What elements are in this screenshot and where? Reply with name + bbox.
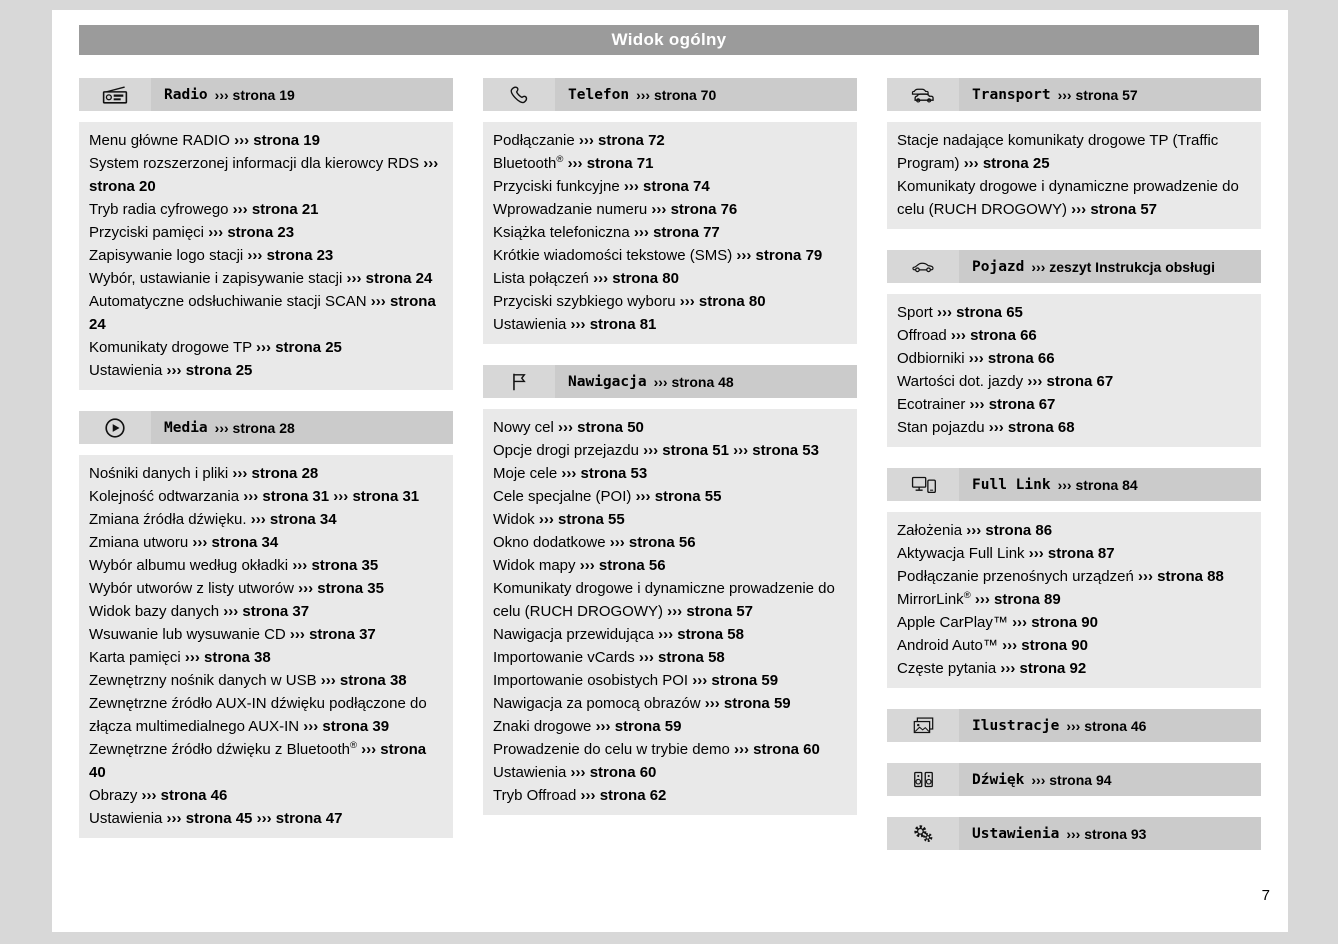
toc-item bbox=[897, 588, 1253, 611]
section-nawigacja bbox=[483, 365, 857, 815]
toc-item bbox=[89, 577, 445, 600]
page-ref[interactable]: ››› strona 60 bbox=[733, 741, 820, 758]
page-ref[interactable]: ››› strona 57 bbox=[1071, 201, 1158, 218]
toc-item bbox=[89, 336, 445, 359]
toc-item bbox=[493, 554, 849, 577]
item-text: Częste pytania bbox=[897, 660, 1001, 677]
item-text: Kolejność odtwarzania bbox=[89, 488, 244, 505]
section-title-group bbox=[151, 411, 295, 444]
toc-item bbox=[493, 692, 849, 715]
flag-icon bbox=[483, 365, 555, 398]
page-ref[interactable]: ››› strona 25 bbox=[256, 339, 342, 356]
page-ref[interactable]: ››› strona 56 bbox=[579, 557, 666, 574]
page-ref[interactable]: ››› strona 46 bbox=[141, 787, 228, 804]
page-ref[interactable]: ››› strona 28 bbox=[232, 465, 319, 482]
page-number: 7 bbox=[1261, 887, 1270, 904]
page-ref[interactable]: ››› strona 35 bbox=[298, 580, 384, 597]
item-text: Obrazy bbox=[89, 787, 142, 804]
item-text: Importowanie vCards bbox=[493, 649, 639, 666]
item-text: Nawigacja za pomocą obrazów bbox=[493, 695, 705, 712]
section-title: Full Link bbox=[972, 476, 1051, 493]
toc-item bbox=[493, 784, 849, 807]
item-text: Menu główne RADIO bbox=[89, 132, 235, 149]
section-title: Media bbox=[164, 419, 208, 436]
page-ref[interactable]: ››› strona 79 bbox=[736, 247, 823, 264]
page-ref[interactable]: ››› strona 89 bbox=[974, 591, 1061, 608]
section-header-pojazd bbox=[887, 250, 1261, 283]
toc-item bbox=[897, 519, 1253, 542]
toc-item bbox=[89, 462, 445, 485]
item-text: Książka telefoniczna bbox=[493, 224, 634, 241]
item-text: Cele specjalne (POI) bbox=[493, 488, 636, 505]
item-text: Komunikaty drogowe i dynamiczne prowadzenie do celu (RUCH DROGOWY) bbox=[493, 580, 835, 620]
toc-item bbox=[89, 784, 445, 807]
item-text: Podłączanie bbox=[493, 132, 579, 149]
toc-item bbox=[897, 175, 1253, 221]
page-ref[interactable]: ››› strona 24 bbox=[89, 293, 436, 333]
toc-item bbox=[89, 669, 445, 692]
page-ref[interactable]: ››› strona 19 bbox=[234, 132, 320, 149]
page-ref[interactable]: ››› strona 20 bbox=[89, 155, 439, 195]
page-ref[interactable]: ››› strona 50 bbox=[558, 419, 644, 436]
item-text: Stacje nadające komunikaty drogowe TP (Traffic Program) bbox=[897, 132, 1219, 172]
toc-item bbox=[897, 324, 1253, 347]
page-ref[interactable]: ››› strona 34 bbox=[250, 511, 337, 528]
item-text: Wsuwanie lub wysuwanie CD bbox=[89, 626, 290, 643]
item-text: Odbiorniki bbox=[897, 350, 969, 367]
images-icon bbox=[887, 709, 959, 742]
section-page-ref[interactable]: ››› strona 46 bbox=[1066, 717, 1147, 734]
toc-item bbox=[897, 129, 1253, 175]
page-ref[interactable]: ››› strona 80 bbox=[593, 270, 679, 287]
page-ref[interactable]: ››› strona 81 bbox=[570, 316, 657, 333]
section-page-ref[interactable]: ››› strona 84 bbox=[1057, 476, 1138, 493]
item-text: Zmiana utworu bbox=[89, 534, 193, 551]
section-media bbox=[79, 411, 453, 838]
page-ref[interactable]: ››› strona 40 bbox=[89, 741, 427, 781]
item-text: Widok mapy bbox=[493, 557, 580, 574]
item-text: Zewnętrzny nośnik danych w USB bbox=[89, 672, 321, 689]
section-title-group bbox=[959, 78, 1138, 111]
page-ref[interactable]: ››› strona 45 bbox=[166, 810, 253, 827]
item-text: Zapisywanie logo stacji bbox=[89, 247, 248, 264]
section-header-transport bbox=[887, 78, 1261, 111]
section-title-group bbox=[959, 468, 1138, 501]
section-header-ilustracje bbox=[887, 709, 1261, 742]
section-items-pojazd bbox=[887, 294, 1261, 447]
toc-item bbox=[897, 347, 1253, 370]
gears-icon bbox=[887, 817, 959, 850]
page-ref[interactable]: ››› strona 39 bbox=[303, 718, 390, 735]
section-telefon bbox=[483, 78, 857, 344]
item-text: Prowadzenie do celu w trybie demo bbox=[493, 741, 734, 758]
toc-item bbox=[89, 554, 445, 577]
section-title: Dźwięk bbox=[972, 771, 1025, 788]
section-header-telefon bbox=[483, 78, 857, 111]
page-ref[interactable]: ››› strona 90 bbox=[1002, 637, 1088, 654]
item-text: Nawigacja przewidująca bbox=[493, 626, 659, 643]
toc-item bbox=[493, 646, 849, 669]
toc-item bbox=[493, 244, 849, 267]
item-text: Ustawienia bbox=[493, 764, 571, 781]
page-ref[interactable]: ››› strona 38 bbox=[184, 649, 271, 666]
toc-item bbox=[493, 129, 849, 152]
item-text: Ustawienia bbox=[89, 362, 167, 379]
page-ref[interactable]: ››› strona 90 bbox=[1012, 614, 1098, 631]
page-ref[interactable]: ››› strona 25 bbox=[963, 155, 1050, 172]
superscript-symbol: ® bbox=[349, 740, 357, 751]
toc-item bbox=[493, 198, 849, 221]
page-ref[interactable]: ››› strona 38 bbox=[320, 672, 407, 689]
item-text: Przyciski pamięci bbox=[89, 224, 209, 241]
toc-item bbox=[89, 359, 445, 382]
toc-item bbox=[89, 129, 445, 152]
toc-item bbox=[89, 198, 445, 221]
section-items-transport bbox=[887, 122, 1261, 229]
item-text: Widok bazy danych bbox=[89, 603, 224, 620]
toc-item bbox=[89, 485, 445, 508]
section-title-group bbox=[959, 763, 1112, 796]
speakers-icon bbox=[887, 763, 959, 796]
item-text: Zmiana źródła dźwięku. bbox=[89, 511, 251, 528]
section-dzwiek bbox=[887, 763, 1261, 796]
toc-columns bbox=[79, 78, 1261, 850]
item-text: Przyciski funkcyjne bbox=[493, 178, 624, 195]
full-link-icon bbox=[887, 468, 959, 501]
toc-item bbox=[493, 267, 849, 290]
item-text: System rozszerzonej informacji dla kierowcy RDS bbox=[89, 155, 424, 172]
toc-item bbox=[493, 290, 849, 313]
page-ref[interactable]: ››› strona 66 bbox=[950, 327, 1037, 344]
page-ref[interactable]: ››› strona 66 bbox=[968, 350, 1055, 367]
car-icon bbox=[887, 250, 959, 283]
toc-item bbox=[493, 175, 849, 198]
section-header-nawigacja bbox=[483, 365, 857, 398]
toc-item bbox=[89, 531, 445, 554]
phone-icon bbox=[483, 78, 555, 111]
section-ustawienia bbox=[887, 817, 1261, 850]
item-text: Założenia bbox=[897, 522, 967, 539]
section-title: Nawigacja bbox=[568, 373, 647, 390]
page-ref[interactable]: ››› strona 80 bbox=[679, 293, 766, 310]
column-1 bbox=[79, 78, 453, 838]
toc-item bbox=[493, 623, 849, 646]
item-text: Zewnętrzne źródło AUX-IN dźwięku podłączone do złącza multimedialnego AUX-IN bbox=[89, 695, 427, 735]
item-text: Tryb radia cyfrowego bbox=[89, 201, 233, 218]
section-title: Ilustracje bbox=[972, 717, 1060, 734]
toc-item bbox=[897, 393, 1253, 416]
page-ref[interactable]: ››› strona 92 bbox=[1000, 660, 1087, 677]
section-header-media bbox=[79, 411, 453, 444]
toc-item bbox=[897, 565, 1253, 588]
page-ref[interactable]: ››› strona 88 bbox=[1137, 568, 1224, 585]
toc-item bbox=[493, 313, 849, 336]
item-text: Komunikaty drogowe TP bbox=[89, 339, 257, 356]
section-header-ustawienia bbox=[887, 817, 1261, 850]
section-title-group bbox=[959, 817, 1146, 850]
item-text: Bluetooth bbox=[493, 155, 557, 172]
item-text: Tryb Offroad bbox=[493, 787, 581, 804]
section-page-ref[interactable]: ››› strona 57 bbox=[1057, 86, 1138, 103]
column-3 bbox=[887, 78, 1261, 850]
page-ref[interactable]: ››› strona 37 bbox=[289, 626, 376, 643]
toc-item bbox=[493, 416, 849, 439]
page-ref[interactable]: ››› strona 87 bbox=[1028, 545, 1115, 562]
toc-item bbox=[897, 634, 1253, 657]
page-ref[interactable]: ››› strona 35 bbox=[292, 557, 379, 574]
item-text: Moje cele bbox=[493, 465, 562, 482]
item-text: Karta pamięci bbox=[89, 649, 185, 666]
section-items-nawigacja bbox=[483, 409, 857, 815]
toc-item bbox=[89, 600, 445, 623]
section-pojazd bbox=[887, 250, 1261, 447]
toc-item bbox=[89, 807, 445, 830]
section-title-group bbox=[555, 78, 716, 111]
section-items-radio bbox=[79, 122, 453, 390]
item-text: Wprowadzanie numeru bbox=[493, 201, 652, 218]
item-text: Ustawienia bbox=[89, 810, 167, 827]
page-ref[interactable]: ››› strona 76 bbox=[651, 201, 738, 218]
page-ref[interactable]: ››› strona 58 bbox=[658, 626, 744, 643]
item-text: Krótkie wiadomości tekstowe (SMS) bbox=[493, 247, 737, 264]
toc-item bbox=[493, 462, 849, 485]
page-ref[interactable]: ››› strona 31 bbox=[333, 488, 420, 505]
section-page-ref[interactable]: ››› strona 19 bbox=[214, 86, 295, 103]
page-ref[interactable]: ››› strona 37 bbox=[223, 603, 310, 620]
section-title-group bbox=[555, 365, 734, 398]
section-radio bbox=[79, 78, 453, 390]
item-text: Wybór albumu według okładki bbox=[89, 557, 293, 574]
section-page-ref[interactable]: ››› strona 94 bbox=[1031, 771, 1112, 788]
item-text: Komunikaty drogowe i dynamiczne prowadzenie do celu (RUCH DROGOWY) bbox=[897, 178, 1239, 218]
section-title: Transport bbox=[972, 86, 1051, 103]
page-ref[interactable]: ››› strona 65 bbox=[937, 304, 1023, 321]
item-text: Nośniki danych i pliki bbox=[89, 465, 233, 482]
item-text: Android Auto™ bbox=[897, 637, 1003, 654]
toc-item bbox=[897, 370, 1253, 393]
page-ref[interactable]: ››› strona 59 bbox=[704, 695, 791, 712]
item-text: Widok bbox=[493, 511, 539, 528]
toc-item bbox=[493, 152, 849, 175]
section-ilustracje bbox=[887, 709, 1261, 742]
page-ref[interactable]: ››› strona 86 bbox=[966, 522, 1053, 539]
section-title-group bbox=[151, 78, 295, 111]
toc-item bbox=[89, 244, 445, 267]
page-ref[interactable]: ››› strona 25 bbox=[166, 362, 253, 379]
page-ref[interactable]: ››› strona 58 bbox=[638, 649, 725, 666]
toc-item bbox=[493, 508, 849, 531]
item-text: Wartości dot. jazdy bbox=[897, 373, 1028, 390]
item-text: Apple CarPlay™ bbox=[897, 614, 1013, 631]
toc-item bbox=[897, 657, 1253, 680]
section-full-link bbox=[887, 468, 1261, 688]
toc-item bbox=[89, 738, 445, 784]
item-text: Wybór, ustawianie i zapisywanie stacji bbox=[89, 270, 347, 287]
section-title: Radio bbox=[164, 86, 208, 103]
page-ref[interactable]: ››› strona 31 bbox=[243, 488, 330, 505]
page-ref[interactable]: ››› strona 57 bbox=[667, 603, 754, 620]
item-text: Przyciski szybkiego wyboru bbox=[493, 293, 680, 310]
column-2 bbox=[483, 78, 857, 815]
page-ref[interactable]: ››› strona 21 bbox=[232, 201, 319, 218]
page-ref[interactable]: ››› strona 72 bbox=[578, 132, 665, 149]
page-ref[interactable]: ››› strona 23 bbox=[208, 224, 295, 241]
radio-icon bbox=[79, 78, 151, 111]
section-title-group bbox=[959, 709, 1146, 742]
section-header-radio bbox=[79, 78, 453, 111]
toc-item bbox=[89, 508, 445, 531]
page-ref[interactable]: ››› strona 60 bbox=[570, 764, 657, 781]
page-ref[interactable]: ››› strona 71 bbox=[567, 155, 654, 172]
page-ref[interactable]: ››› strona 53 bbox=[561, 465, 648, 482]
page-ref[interactable]: ››› strona 55 bbox=[635, 488, 722, 505]
page-ref[interactable]: ››› strona 53 bbox=[733, 442, 819, 459]
section-transport bbox=[887, 78, 1261, 229]
section-page-ref[interactable]: ››› strona 70 bbox=[636, 86, 717, 103]
page-title: Widok ogólny bbox=[79, 25, 1259, 55]
toc-item bbox=[89, 221, 445, 244]
toc-item bbox=[89, 267, 445, 290]
page-ref[interactable]: ››› strona 51 bbox=[643, 442, 729, 459]
section-header-dzwiek bbox=[887, 763, 1261, 796]
item-text: MirrorLink bbox=[897, 591, 964, 608]
toc-item bbox=[493, 715, 849, 738]
page-ref[interactable]: ››› strona 74 bbox=[623, 178, 710, 195]
section-page-ref[interactable]: ››› strona 48 bbox=[653, 373, 734, 390]
item-text: Ustawienia bbox=[493, 316, 571, 333]
item-text: Sport bbox=[897, 304, 938, 321]
item-text: Offroad bbox=[897, 327, 951, 344]
page-ref[interactable]: ››› strona 68 bbox=[988, 419, 1075, 436]
play-icon bbox=[79, 411, 151, 444]
section-items-media bbox=[79, 455, 453, 838]
superscript-symbol: ® bbox=[963, 590, 971, 601]
item-text: Okno dodatkowe bbox=[493, 534, 610, 551]
page-ref[interactable]: ››› strona 59 bbox=[595, 718, 682, 735]
page-ref[interactable]: ››› strona 77 bbox=[633, 224, 720, 241]
section-items-telefon bbox=[483, 122, 857, 344]
toc-item bbox=[89, 623, 445, 646]
toc-item bbox=[493, 531, 849, 554]
page-ref[interactable]: ››› strona 23 bbox=[247, 247, 334, 264]
toc-item bbox=[493, 669, 849, 692]
traffic-icon bbox=[887, 78, 959, 111]
page-ref[interactable]: ››› strona 34 bbox=[192, 534, 279, 551]
toc-item bbox=[897, 542, 1253, 565]
page-ref[interactable]: ››› strona 62 bbox=[580, 787, 667, 804]
page-ref[interactable]: ››› strona 67 bbox=[1027, 373, 1114, 390]
item-text: Stan pojazdu bbox=[897, 419, 989, 436]
page-ref[interactable]: ››› strona 24 bbox=[346, 270, 433, 287]
toc-item bbox=[89, 152, 445, 198]
page-ref[interactable]: ››› strona 47 bbox=[256, 810, 343, 827]
item-text: Aktywacja Full Link bbox=[897, 545, 1029, 562]
toc-item bbox=[89, 290, 445, 336]
toc-item bbox=[897, 611, 1253, 634]
toc-item bbox=[493, 221, 849, 244]
item-text: Podłączanie przenośnych urządzeń bbox=[897, 568, 1138, 585]
toc-item bbox=[493, 577, 849, 623]
section-page-ref[interactable]: ››› zeszyt Instrukcja obsługi bbox=[1031, 258, 1215, 275]
section-page-ref[interactable]: ››› strona 93 bbox=[1066, 825, 1147, 842]
toc-item bbox=[89, 692, 445, 738]
item-text: Ecotrainer bbox=[897, 396, 970, 413]
toc-item bbox=[493, 761, 849, 784]
item-text: Nowy cel bbox=[493, 419, 559, 436]
item-text: Importowanie osobistych POI bbox=[493, 672, 693, 689]
page-ref[interactable]: ››› strona 67 bbox=[969, 396, 1056, 413]
section-title: Ustawienia bbox=[972, 825, 1060, 842]
toc-item bbox=[493, 738, 849, 761]
toc-item bbox=[89, 646, 445, 669]
page-ref[interactable]: ››› strona 55 bbox=[538, 511, 625, 528]
page-ref[interactable]: ››› strona 56 bbox=[609, 534, 696, 551]
superscript-symbol: ® bbox=[556, 154, 564, 165]
section-items-full-link bbox=[887, 512, 1261, 688]
item-text: Lista połączeń bbox=[493, 270, 594, 287]
toc-item bbox=[897, 416, 1253, 439]
section-page-ref[interactable]: ››› strona 28 bbox=[214, 419, 295, 436]
section-title: Pojazd bbox=[972, 258, 1025, 275]
section-title: Telefon bbox=[568, 86, 630, 103]
item-text: Automatyczne odsłuchiwanie stacji SCAN bbox=[89, 293, 371, 310]
section-title-group bbox=[959, 250, 1215, 283]
item-text: Zewnętrzne źródło dźwięku z Bluetooth bbox=[89, 741, 350, 758]
page-ref[interactable]: ››› strona 59 bbox=[692, 672, 779, 689]
section-header-full-link bbox=[887, 468, 1261, 501]
item-text: Wybór utworów z listy utworów bbox=[89, 580, 299, 597]
toc-item bbox=[493, 485, 849, 508]
toc-item bbox=[493, 439, 849, 462]
toc-item bbox=[897, 301, 1253, 324]
item-text: Opcje drogi przejazdu bbox=[493, 442, 644, 459]
manual-page bbox=[52, 10, 1288, 932]
item-text: Znaki drogowe bbox=[493, 718, 596, 735]
